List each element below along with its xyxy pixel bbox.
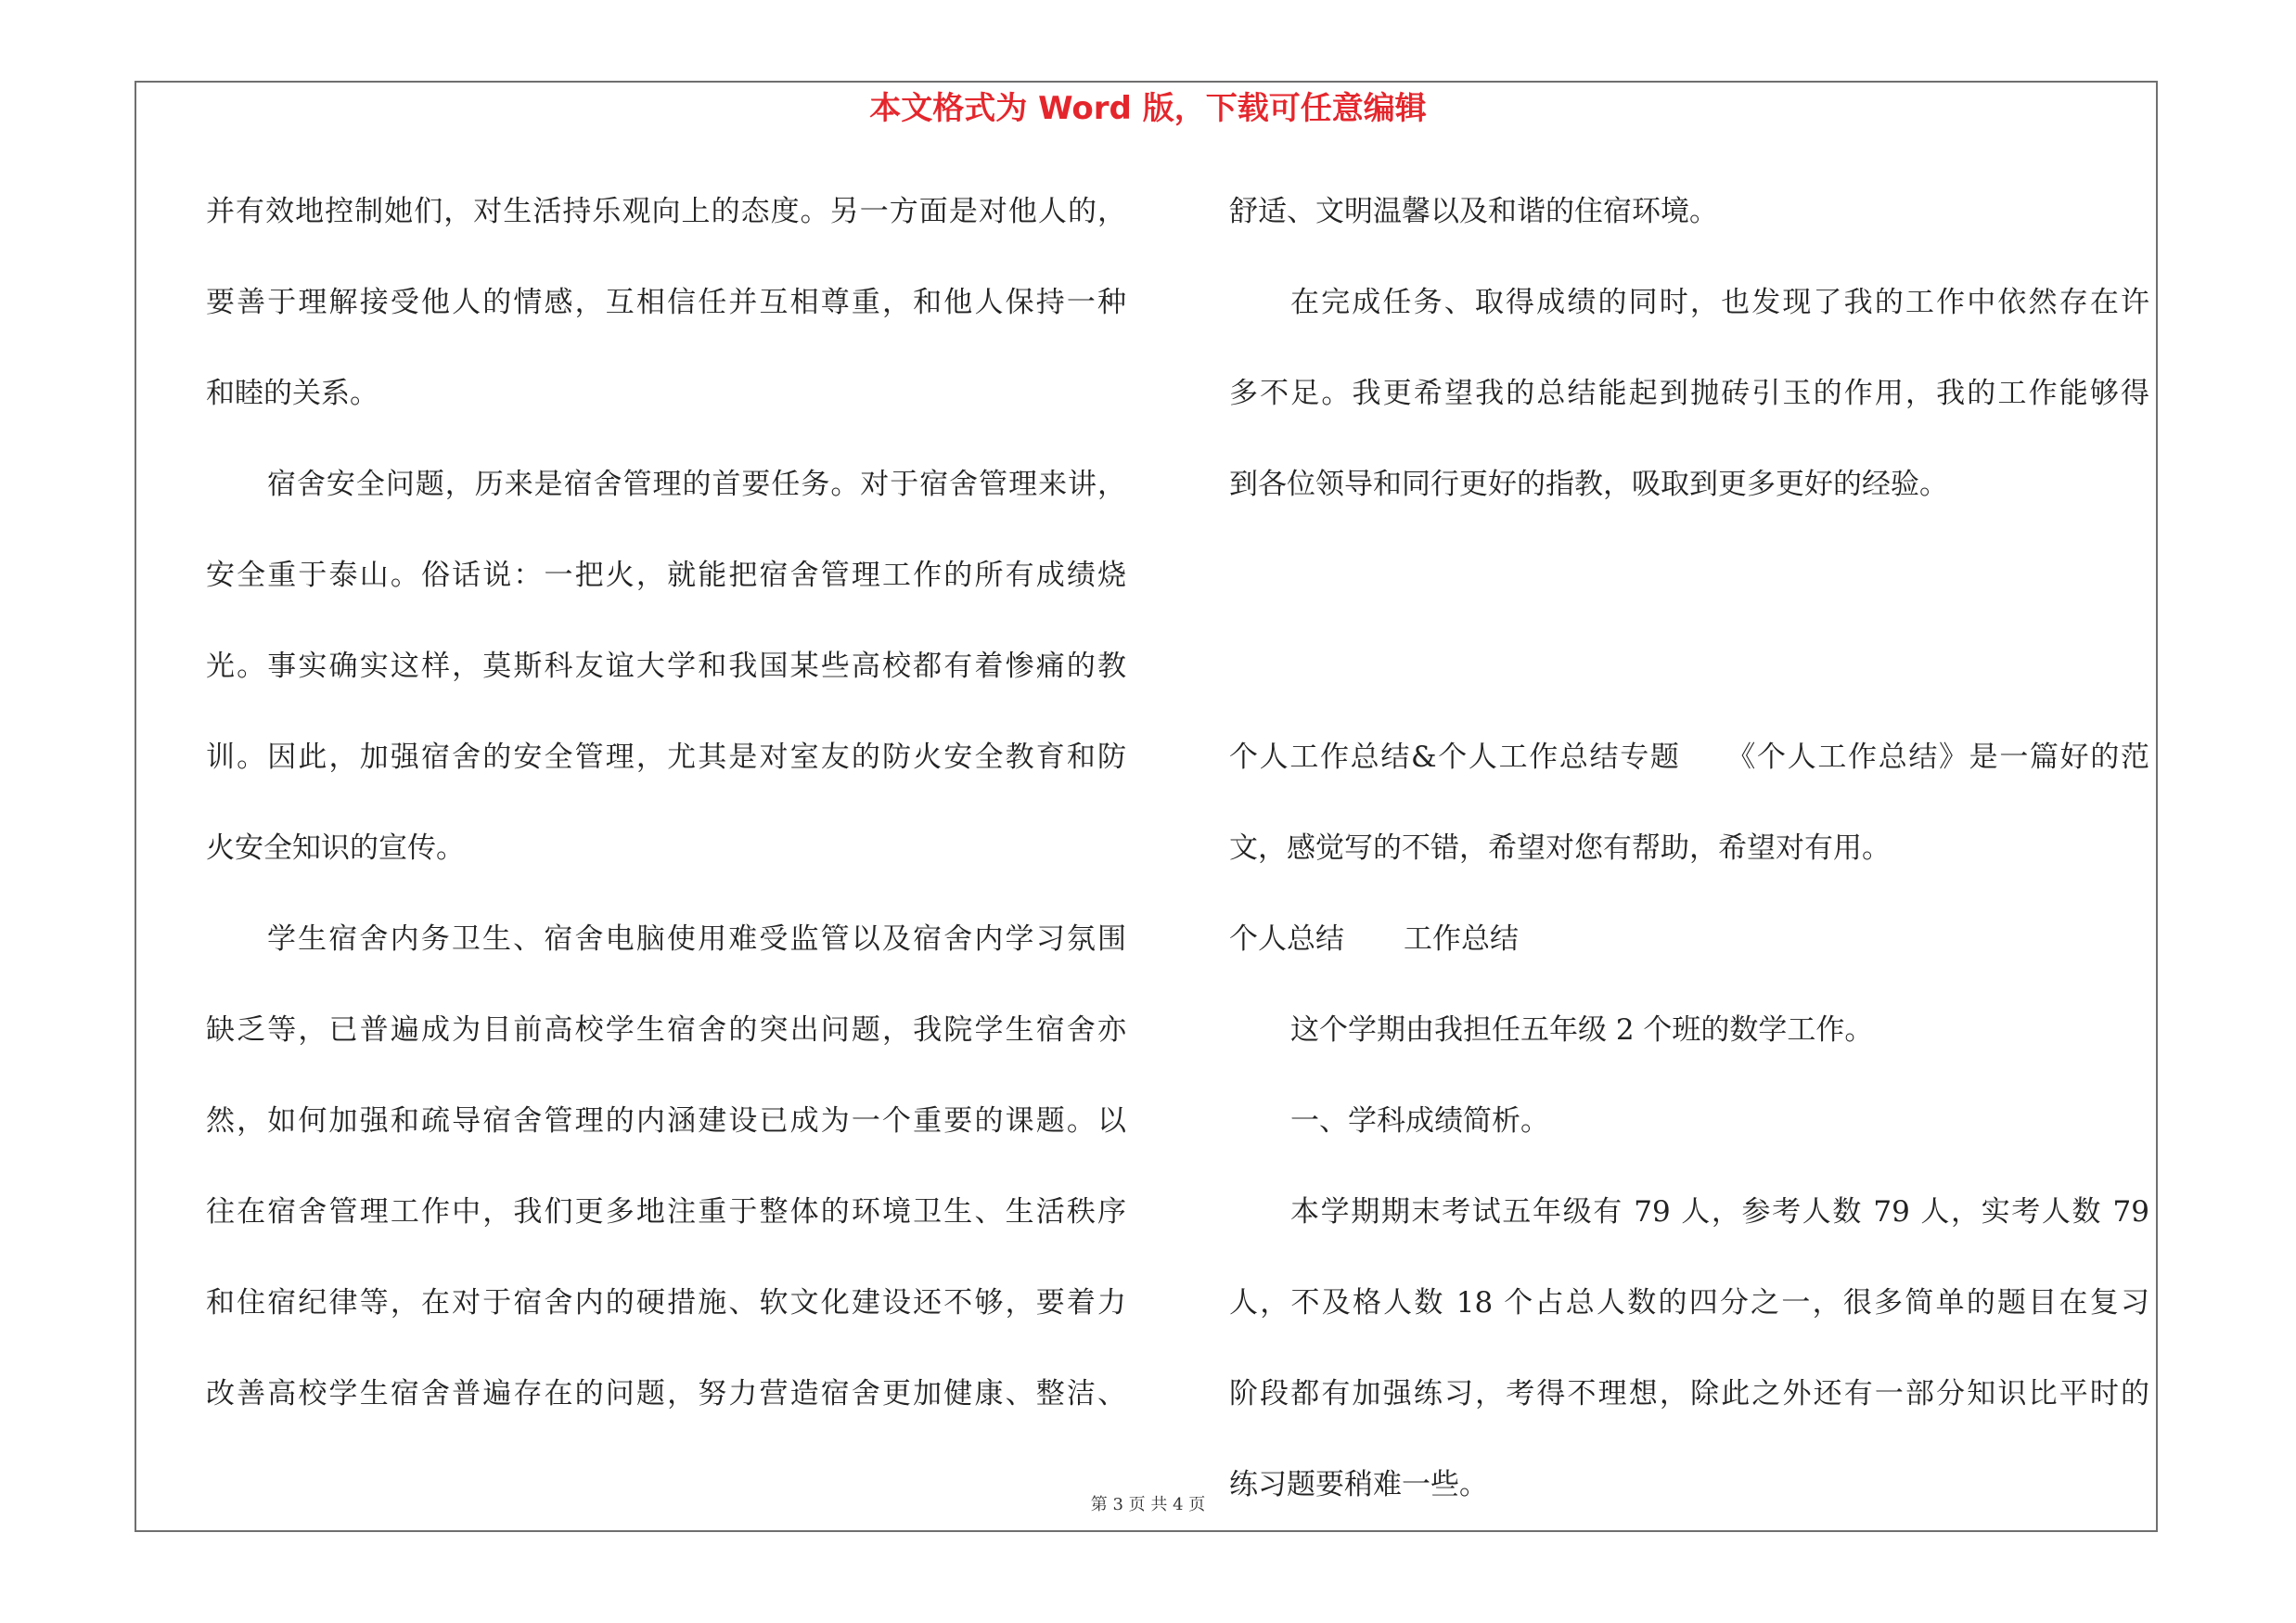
tag-line [1229, 911, 2149, 1002]
text-line: 改善高校学生宿舍普遍存在的问题，努力营造宿舍更加健康、整洁、 [206, 1377, 1126, 1410]
text-line: 并有效地控制她们，对生活持乐观向上的态度。另一方面是对他人的， [206, 195, 1126, 228]
section-heading: 一、学科成绩简析。 [1290, 1104, 1549, 1138]
text-line: 阶段都有加强练习，考得不理想，除此之外还有一部分知识比平时的 [1229, 1377, 2149, 1410]
right-column [1229, 184, 2149, 1548]
text-line: 火安全知识的宣传。 [206, 831, 465, 865]
text-line: 多不足。我更希望我的总结能起到抛砖引玉的作用，我的工作能够得 [1229, 377, 2149, 410]
text-line: 和睦的关系。 [206, 377, 378, 410]
word-format-notice: 本文格式为 Word 版，下载可任意编辑 [869, 90, 1427, 127]
text-line: 然，如何加强和疏导宿舍管理的内涵建设已成为一个重要的课题。以 [206, 1104, 1126, 1138]
paragraph-start-line: 学生宿舍内务卫生、宿舍电脑使用难受监管以及宿舍内学习氛围 [267, 922, 1126, 956]
paragraph-start-line: 宿舍安全问题，历来是宿舍管理的首要任务。对于宿舍管理来讲， [267, 468, 1126, 501]
blank-line [1229, 547, 2149, 638]
text-line: 文，感觉写的不错，希望对您有帮助，希望对有用。 [1229, 831, 1891, 865]
text-line: 练习题要稍难一些。 [1229, 1468, 1488, 1501]
blank-line [1229, 638, 2149, 729]
text-line: 往在宿舍管理工作中，我们更多地注重于整体的环境卫生、生活秩序 [206, 1195, 1126, 1229]
text-line: 训。因此，加强宿舍的安全管理，尤其是对室友的防火安全教育和防 [206, 741, 1126, 774]
text-line: 缺乏等，已普遍成为目前高校学生宿舍的突出问题，我院学生宿舍亦 [206, 1013, 1126, 1047]
paragraph-start-line: 本学期期末考试五年级有 79 人，参考人数 79 人，实考人数 79 [1290, 1195, 2149, 1229]
page-number: 第 3 页 共 4 页 [1090, 1495, 1206, 1514]
text-line: 舒适、文明温馨以及和谐的住宿环境。 [1229, 195, 1718, 228]
text-line: 安全重于泰山。俗话说：一把火，就能把宿舍管理工作的所有成绩烧 [206, 559, 1126, 592]
text-line: 和住宿纪律等，在对于宿舍内的硬措施、软文化建设还不够，要着力 [206, 1286, 1126, 1320]
text-line: 人，不及格人数 18 个占总人数的四分之一，很多简单的题目在复习 [1229, 1286, 2149, 1320]
tag-personal-summary: 个人总结 [1229, 922, 1344, 956]
article-title-line: 个人工作总结&个人工作总结专题 《个人工作总结》是一篇好的范 [1229, 741, 2149, 774]
tag-work-summary: 工作总结 [1404, 922, 1519, 956]
text-line: 要善于理解接受他人的情感，互相信任并互相尊重，和他人保持一种 [206, 286, 1126, 319]
paragraph-start-line: 在完成任务、取得成绩的同时，也发现了我的工作中依然存在许 [1290, 286, 2149, 319]
text-line: 光。事实确实这样，莫斯科友谊大学和我国某些高校都有着惨痛的教 [206, 650, 1126, 683]
paragraph-start-line: 这个学期由我担任五年级 2 个班的数学工作。 [1290, 1013, 1874, 1047]
text-line: 到各位领导和同行更好的指教，吸取到更多更好的经验。 [1229, 468, 1948, 501]
left-column [206, 184, 1126, 1457]
